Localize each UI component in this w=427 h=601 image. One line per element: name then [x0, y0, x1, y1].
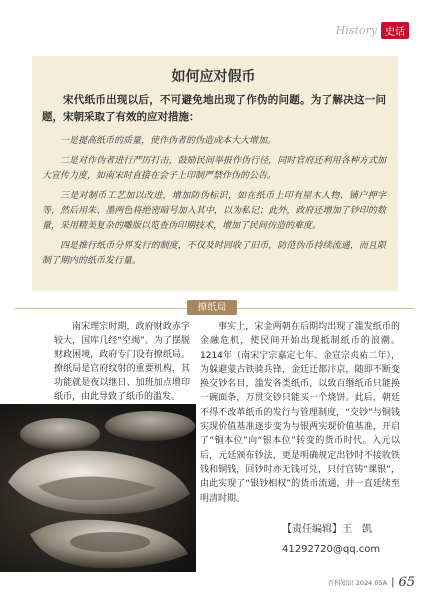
sidebar-title: 撩纸局	[187, 300, 237, 315]
magazine-issue: 百科知识 2024.05A	[327, 579, 388, 587]
sidebar-main-text	[200, 320, 400, 506]
footer-separator: |	[391, 577, 395, 588]
article-intro: 宋代纸币出现以后，不可避免地出现了作伪的问题。为了解决这一问题，宋朝采取了有效的应对措施：	[42, 94, 386, 123]
measure-item: 一是提高纸币的质量，使作伪者的伪造成本大大增加。	[60, 136, 277, 146]
section-header	[336, 22, 409, 39]
editor-email: 41292720@qq.com	[282, 544, 381, 555]
silver-ingots-illustration	[0, 404, 196, 572]
section-label-cn: 史话	[381, 22, 409, 39]
sidebar-paragraph: 事实上，宋金两朝在后期均出现了滥发纸币的金融危机，使民间开始出现抵制纸币的浪潮。1214年（南宋宁宗嘉定七年、金宣宗贞祐二年），为躲避蒙古铁骑兵锋，金廷迁都汴京，随即不断变换交钞名目，滥发各类纸币，以致百缗纸币只能换一碗面条，万贯交钞只能买一个烧饼。此后，朝廷不得不改革纸币的发行与管理制度，“交钞”与铜钱实现价值基准逐步变为与银两实现价值基准，开启了“铜本位”向“银本位”转变的货币时代。入元以后，元廷颁布钞法，更是明确规定出钞时不接收铁钱和铜钱，回钞时亦无钱可兑，只付官铸“课银”，由此实现了“银钞相权”的货币流通，并一直延续至明清时期。	[200, 322, 400, 504]
editor-credit	[282, 520, 380, 560]
measure-item: 二是对作伪者进行严厉打击，鼓励民间举报作伪行径，同时官府还利用各种方式加大宣传力度，如南宋时直接在会子上印制严禁作伪的公告。	[42, 156, 386, 181]
measure-item: 四是推行纸币分界发行的制度，不仅及时回收了旧币，防范伪币持续流通，而且限制了期内的纸币发行量。	[42, 241, 386, 266]
editor-name: 【责任编辑】王 凯	[282, 524, 372, 535]
page-footer	[328, 575, 415, 590]
article-title: 如何应对假币	[171, 69, 256, 85]
section-label-en: History	[335, 24, 377, 37]
sidebar-side-text: 南宋理宗时期，政府财政赤字较大，国库几经“空竭”。为了摆脱财政困境，政府专门设有撩纸局。撩纸局是官府纹射的重要机构，其功能就是夜以继日、加班加点增印纸币，由此导致了纸币的滥发。	[54, 322, 190, 402]
page-number: 65	[398, 575, 415, 590]
measure-item: 三是对制币工艺加以改进，增加防伪标识，如在纸币上印有屋木人物、铺户押字等，然后用朱、墨两色将绝密暗号加入其中，以为私记；此外，政府还增加了钞印的数量，采用精美复杂的雕版以览查伪印期技术，增加了民间仿造的难度。	[42, 191, 386, 231]
measures-list	[42, 134, 386, 274]
silver-ingots-photo	[0, 404, 196, 572]
